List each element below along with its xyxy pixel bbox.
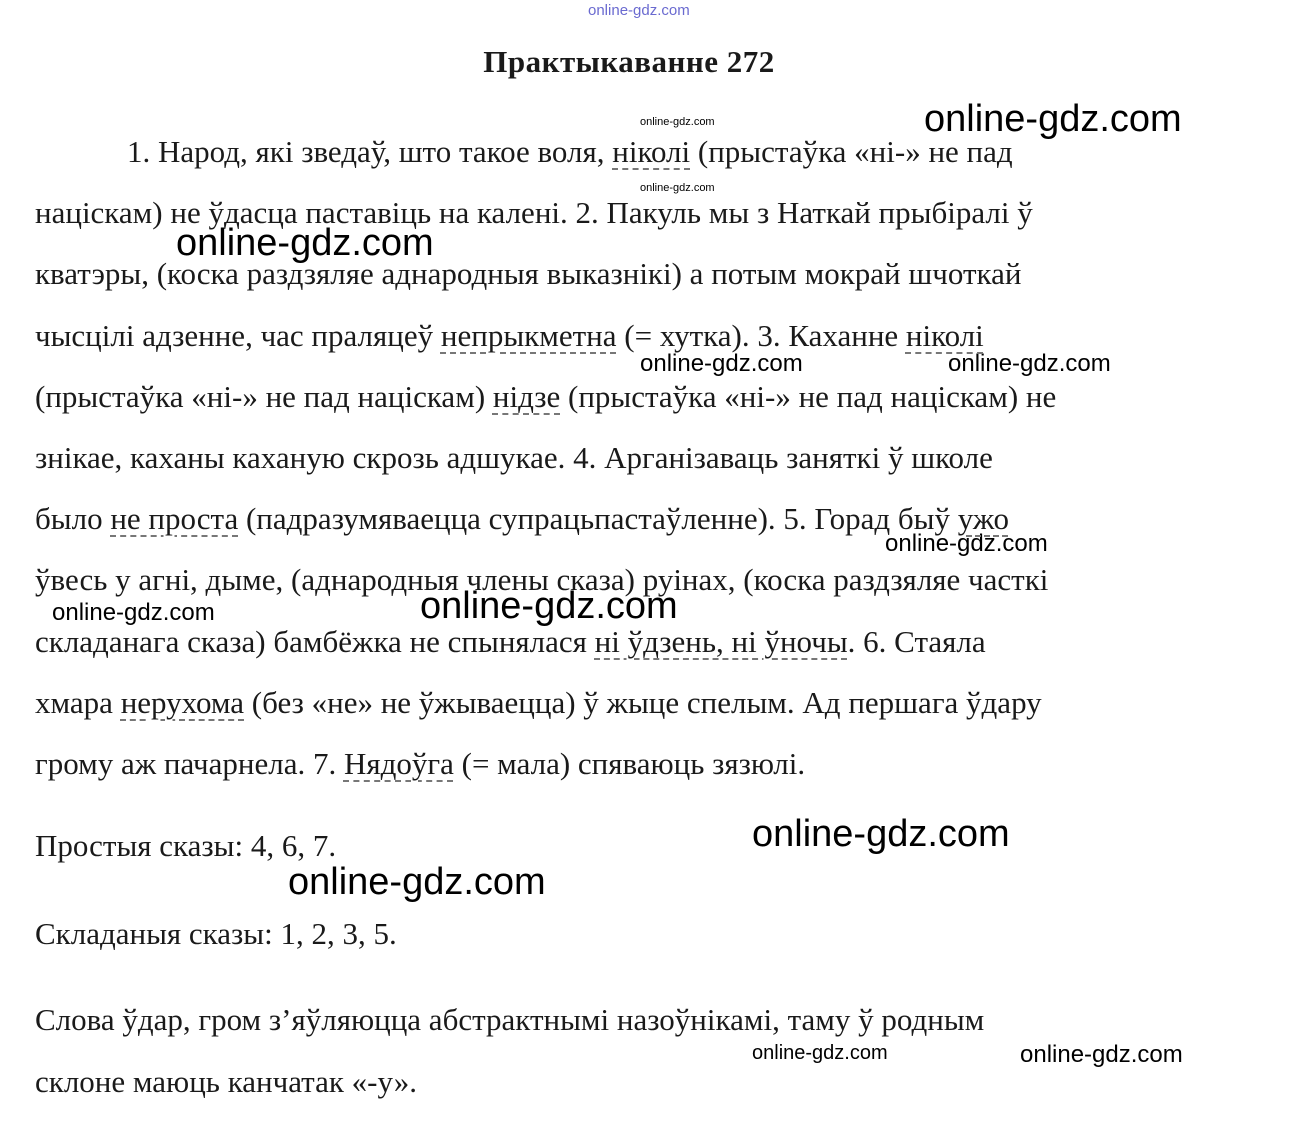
watermark: online-gdz.com [640,182,715,194]
text-line [35,320,984,351]
exercise-title: Практыкаванне 272 [483,44,775,79]
text-run: грому аж пачарнела. 7. [35,746,344,781]
underlined-word: непрыкметна [440,318,617,353]
text-run: (без «не» не ўжываецца) ў жыце спелым. Ад першага ўдару [244,685,1042,720]
watermark: online-gdz.com [420,585,678,627]
underlined-word: ужо [957,501,1009,536]
text-line [35,381,1056,412]
text-run: знікае, каханы каханую скрозь адшукае. 4. Арганізаваць заняткі ў школе [35,440,993,475]
text-run: . 6. Стаяла [847,624,986,659]
watermark: online-gdz.com [752,813,1010,855]
watermark: online-gdz.com [948,350,1111,377]
text-run: 1. Народ, які зведаў, што такое воля, [127,134,613,169]
complex-sentences: Складаныя сказы: 1, 2, 3, 5. [35,916,397,951]
watermark: online-gdz.com [924,98,1182,140]
watermark: online-gdz.com [176,222,434,264]
watermark: online-gdz.com [588,2,690,19]
watermark: online-gdz.com [885,530,1048,557]
underlined-word: ніколі [905,318,984,353]
watermark: online-gdz.com [52,599,215,626]
watermark: online-gdz.com [640,116,715,128]
underlined-word: нерухома [120,685,245,720]
text-run: (падразумяваецца супрацьпастаўленне). 5. Горад быў [238,501,958,536]
text-run: (= хутка). 3. Каханне [616,318,906,353]
text-run: (= мала) спяваюць зязюлі. [453,746,806,781]
text-run: (прыстаўка «ні-» не пад націскам) не [560,379,1057,414]
underlined-word: Нядоўга [343,746,454,781]
underlined-word: не проста [110,501,239,536]
text-run: (прыстаўка «ні-» не пад [690,134,1013,169]
text-run: кватэры, (коска раздзяляе аднародныя выказнікі) а потым мокрай шчоткай [35,256,1022,291]
text-line [35,258,1021,289]
text-line [35,748,805,779]
underlined-word: нідзе [492,379,561,414]
underlined-word: ні ўдзень, ні ўночы [594,624,848,659]
text-run: чысцілі адзенне, час праляцеў [35,318,441,353]
text-run: складанага сказа) бамбёжка не спынялася [35,624,595,659]
text-line [35,564,1048,595]
text-run: (прыстаўка «ні-» не пад націскам) [35,379,493,414]
text-run: было [35,501,111,536]
text-line [35,197,1033,228]
text-line [35,442,993,473]
note-line: Слова ўдар, гром з’яўляюцца абстрактнымі назоўнікамі, таму ў родным [35,1002,985,1037]
text-line [35,626,986,657]
note-line: склоне маюць канчатак «-у». [35,1064,418,1099]
text-run: націскам) не ўдасца паставіць на калені. 2. Пакуль мы з Наткай прыбіралі ў [35,195,1033,230]
underlined-word: ніколі [612,134,691,169]
text-line [35,687,1042,718]
watermark: online-gdz.com [1020,1041,1183,1068]
watermark: online-gdz.com [640,350,803,377]
text-line [127,136,1013,167]
simple-sentences: Простыя сказы: 4, 6, 7. [35,828,337,863]
text-run: хмара [35,685,121,720]
text-line [35,503,1009,534]
watermark: online-gdz.com [752,1042,888,1064]
watermark: online-gdz.com [288,861,546,903]
text-run: ўвесь у агні, дыме, (аднародныя члены сказа) руінах, (коска раздзяляе часткі [35,562,1049,597]
